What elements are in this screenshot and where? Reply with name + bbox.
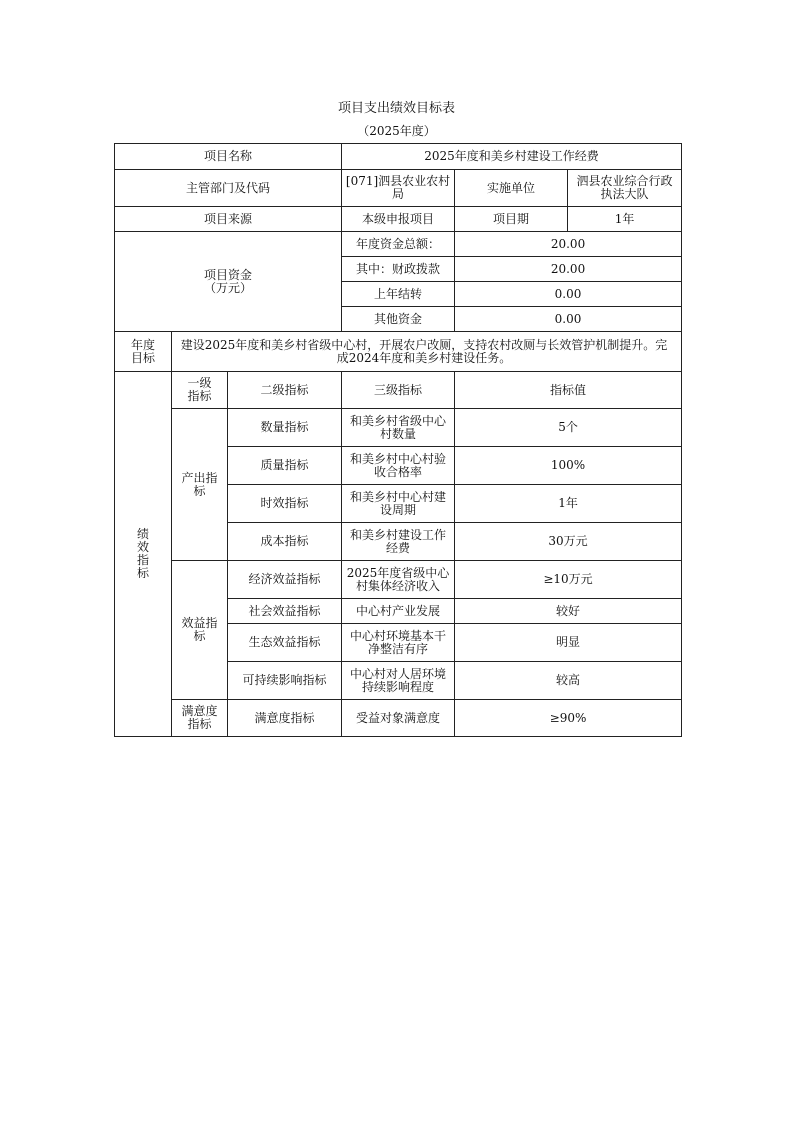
level3-line1: 中心村对人居环境 — [350, 666, 447, 681]
other-funds-label: 其他资金 — [342, 307, 455, 332]
value-cell: ≥10万元 — [455, 561, 682, 599]
source-row — [115, 207, 682, 232]
implementing-unit-label: 实施单位 — [455, 170, 568, 207]
level2-cell: 生态效益指标 — [228, 624, 342, 662]
annual-total-label: 年度资金总额： — [342, 232, 455, 257]
value-cell: 较高 — [455, 662, 682, 700]
table-row — [115, 561, 682, 599]
department-value: [071]泗县农业农村局 — [342, 170, 455, 207]
project-source-label: 项目来源 — [115, 207, 342, 232]
fiscal-allocation-value: 20.00 — [455, 257, 682, 282]
section-char: 标 — [136, 566, 149, 580]
value-cell: 5个 — [455, 409, 682, 447]
header-level1 — [172, 372, 228, 409]
level3-cell: 受益对象满意度 — [342, 700, 455, 737]
other-funds-value: 0.00 — [455, 307, 682, 332]
carryover-label: 上年结转 — [342, 282, 455, 307]
level3-cell — [342, 485, 455, 523]
project-period-label: 项目期 — [455, 207, 568, 232]
header-level1-line1: 一级 — [187, 376, 212, 390]
header-level2: 二级指标 — [228, 372, 342, 409]
level2-cell: 数量指标 — [228, 409, 342, 447]
level3-cell — [342, 662, 455, 700]
value-cell: 较好 — [455, 599, 682, 624]
value-cell: 明显 — [455, 624, 682, 662]
group-output-line1: 产出指 — [181, 470, 218, 485]
group-satisfaction-line2: 指标 — [187, 717, 212, 731]
level3-line2: 持续影响程度 — [362, 679, 435, 694]
section-char: 绩 — [136, 527, 149, 541]
performance-indicator-section — [115, 372, 172, 737]
project-source-value: 本级申报项目 — [342, 207, 455, 232]
performance-goal-table — [114, 143, 682, 737]
level3-line1: 和美乡村省级中心 — [350, 413, 447, 428]
project-funds-label-line1: 项目资金 — [204, 267, 253, 282]
level3-line2: 村数量 — [380, 426, 417, 441]
level3-cell — [342, 409, 455, 447]
level2-cell: 满意度指标 — [228, 700, 342, 737]
annual-goal-label — [115, 332, 172, 372]
level3-line2: 设周期 — [380, 502, 417, 517]
header-level3: 三级指标 — [342, 372, 455, 409]
level3-line2: 经费 — [386, 540, 411, 555]
table-row — [115, 409, 682, 447]
level3-line1: 中心村环境基本干 — [350, 628, 447, 643]
group-satisfaction-line1: 满意度 — [181, 704, 218, 718]
project-period-value: 1年 — [568, 207, 682, 232]
annual-goal-label-line2: 目标 — [130, 350, 155, 365]
group-benefit-line2: 标 — [193, 629, 206, 643]
level3-line2: 净整洁有序 — [368, 641, 429, 656]
project-name-label: 项目名称 — [115, 144, 342, 170]
level3-cell — [342, 624, 455, 662]
level3-line1: 和美乡村建设工作 — [350, 527, 447, 542]
page-subtitle: （2025年度） — [357, 124, 436, 138]
project-name-row — [115, 144, 682, 170]
annual-goal-label-line1: 年度 — [130, 337, 155, 352]
level3-line2: 村集体经济收入 — [356, 578, 441, 593]
department-label: 主管部门及代码 — [115, 170, 342, 207]
level2-cell: 时效指标 — [228, 485, 342, 523]
level3-cell — [342, 561, 455, 599]
value-cell: 1年 — [455, 485, 682, 523]
level2-cell: 经济效益指标 — [228, 561, 342, 599]
funds-total-row — [115, 232, 682, 257]
implementing-unit-value: 泗县农业综合行政执法大队 — [568, 170, 682, 207]
group-benefit — [172, 561, 228, 700]
annual-goal-row — [115, 332, 682, 372]
level3-line1: 和美乡村中心村验 — [350, 451, 447, 466]
department-row — [115, 170, 682, 207]
section-char: 指 — [136, 553, 149, 567]
group-satisfaction — [172, 700, 228, 737]
value-cell: 30万元 — [455, 523, 682, 561]
value-cell: ≥90% — [455, 700, 682, 737]
carryover-value: 0.00 — [455, 282, 682, 307]
group-output — [172, 409, 228, 561]
project-funds-label — [115, 232, 342, 332]
level3-line2: 收合格率 — [374, 464, 423, 479]
section-char: 效 — [136, 540, 149, 554]
table-row — [115, 700, 682, 737]
fiscal-allocation-label: 其中：财政拨款 — [342, 257, 455, 282]
level3-cell — [342, 447, 455, 485]
level3-line1: 2025年度省级中心 — [346, 565, 450, 580]
page-title: 项目支出绩效目标表 — [337, 101, 455, 116]
level2-cell: 成本指标 — [228, 523, 342, 561]
project-name-value: 2025年度和美乡村建设工作经费 — [342, 144, 682, 170]
header-value: 指标值 — [455, 372, 682, 409]
annual-total-value: 20.00 — [455, 232, 682, 257]
level3-line1: 和美乡村中心村建 — [350, 489, 447, 504]
level3-cell — [342, 523, 455, 561]
annual-goal-value: 建设2025年度和美乡村省级中心村，开展农户改厕，支持农村改厕与长效管护机制提升。完成2024年度和美乡村建设任务。 — [172, 332, 682, 372]
indicator-header-row — [115, 372, 682, 409]
level2-cell: 可持续影响指标 — [228, 662, 342, 700]
level3-cell: 中心村产业发展 — [342, 599, 455, 624]
group-benefit-line1: 效益指 — [181, 616, 218, 630]
group-output-line2: 标 — [193, 483, 206, 498]
level2-cell: 质量指标 — [228, 447, 342, 485]
value-cell: 100% — [455, 447, 682, 485]
header-level1-line2: 指标 — [187, 389, 212, 403]
level2-cell: 社会效益指标 — [228, 599, 342, 624]
project-funds-label-line2: （万元） — [204, 280, 253, 295]
